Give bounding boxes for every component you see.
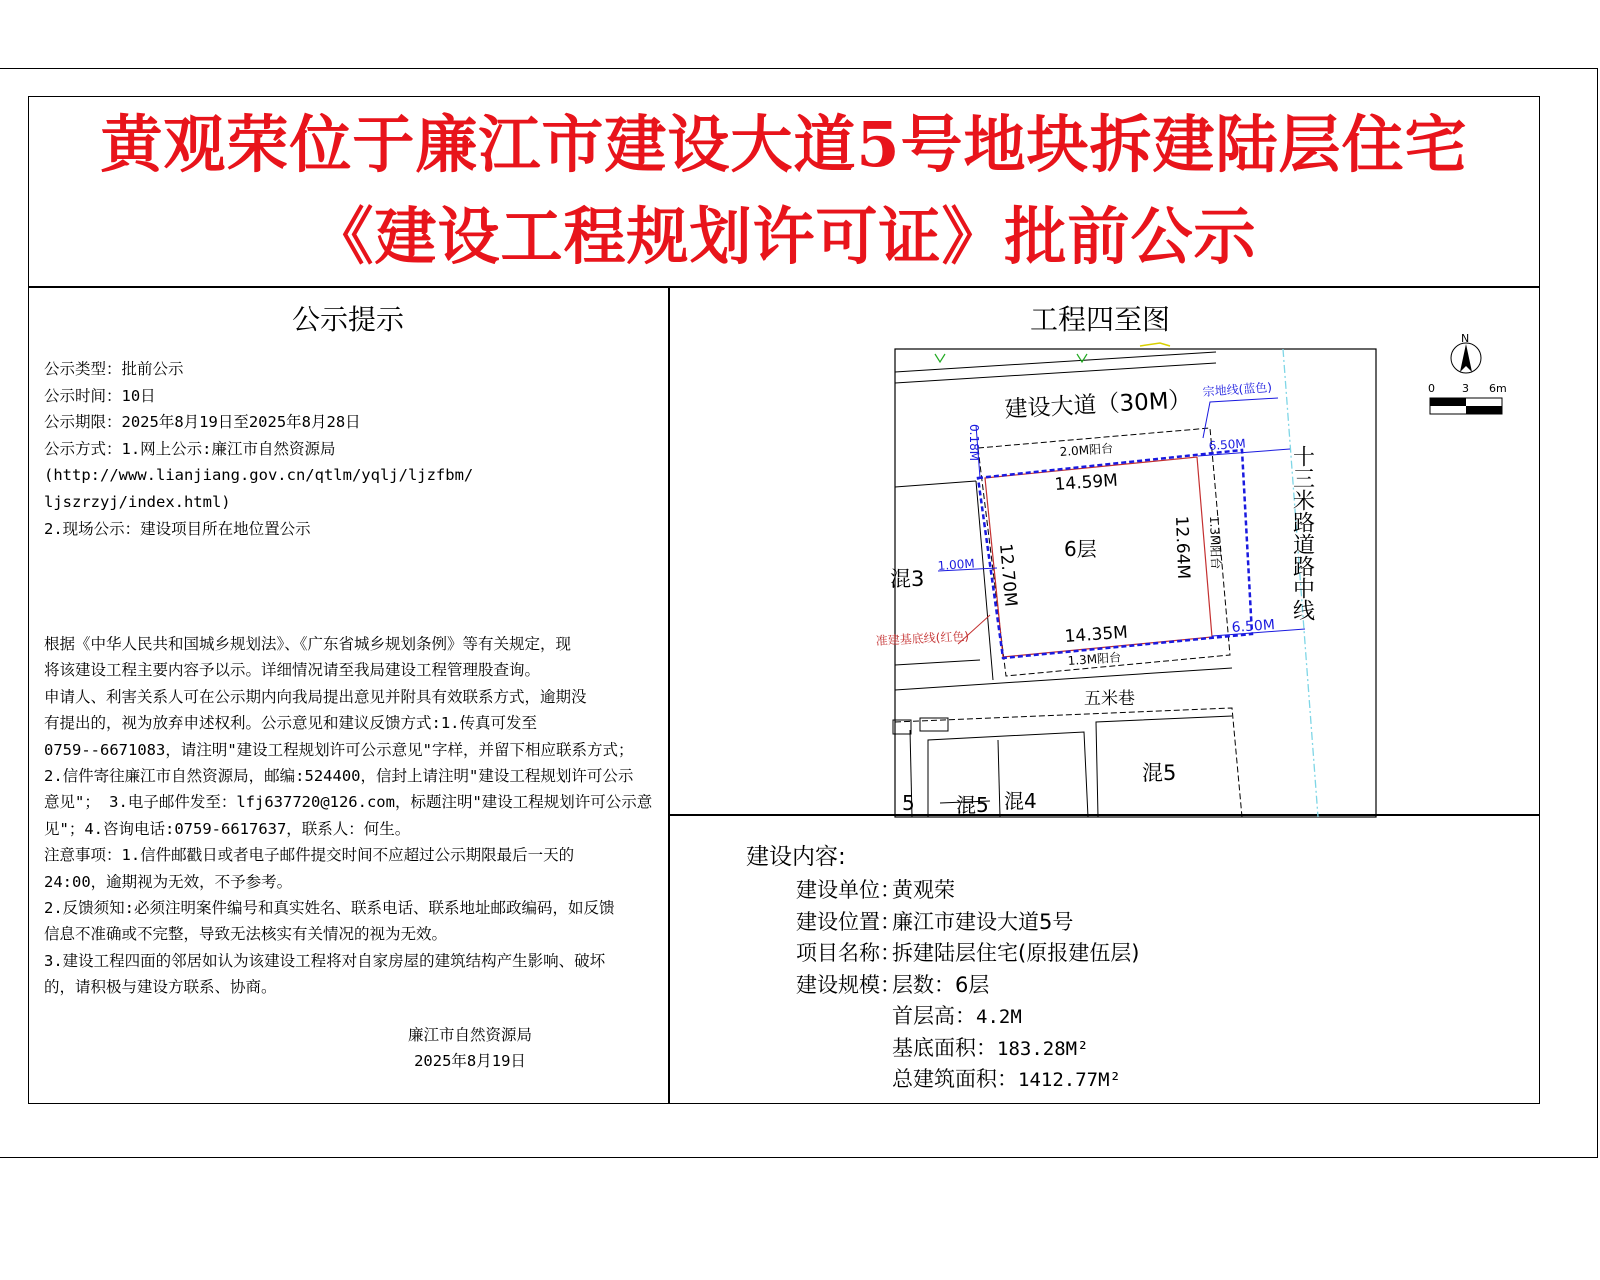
north-label: N: [1461, 332, 1470, 345]
body-line: 将该建设工程主要内容予以示。详细情况请至我局建设工程管理股查询。: [44, 661, 541, 680]
body-line: 申请人、利害关系人可在公示期内向我局提出意见并附具有效联系方式，逾期没: [44, 687, 587, 706]
build-row-label: 首层高：: [892, 1004, 976, 1028]
neighbor-line: [895, 660, 980, 665]
balcony-top-label: 2.0M阳台: [1059, 441, 1114, 459]
road-edge: [895, 363, 1216, 383]
neighbor-line: [895, 708, 1242, 817]
build-row: [796, 1063, 1139, 1095]
scale-3: 3: [1462, 382, 1469, 395]
neighbor-left-label: 混3: [890, 567, 925, 591]
setback-right-top-label: 6.50M: [1208, 436, 1247, 453]
build-row: [796, 1000, 1139, 1032]
build-row-label: 建设规模：: [796, 972, 901, 997]
scale-bar-fill: [1430, 398, 1466, 406]
north-arrow-icon: [1460, 344, 1472, 372]
body-line: 意见"； 3.电子邮件发至：lfj637720@126.com，标题注明"建设工程规划许可公示意: [44, 793, 653, 812]
info-line: ljszrzyj/index.html): [44, 492, 231, 511]
neighbor-label: 混5: [1142, 761, 1177, 785]
build-row-value: 黄观荣: [892, 878, 955, 902]
setback-left-label: 1.00M: [937, 556, 976, 573]
neighbor-line: [976, 481, 993, 680]
notice-heading: 公示提示: [291, 303, 404, 336]
build-row-value: 1412.77M²: [1018, 1069, 1121, 1091]
build-rows: [796, 874, 1139, 1095]
dim-bottom-label: 14.35M: [1063, 622, 1129, 647]
body-line: 3.建设工程四面的邻居如认为该建设工程将对自家房屋的建筑结构产生影响、破坏: [44, 951, 606, 970]
neighbor-label: 5: [902, 791, 915, 815]
map-heading: 工程四至图: [1030, 303, 1171, 336]
build-row-value: 层数：6层: [892, 972, 990, 997]
build-row-value: 拆建陆层住宅(原报建伍层): [892, 941, 1140, 965]
scale-0: 0: [1428, 382, 1435, 395]
body-line: 2.信件寄往廉江市自然资源局，邮编:524400，信封上请注明"建设工程规划许可公示: [44, 766, 634, 785]
setback-right-bottom-label: 6.50M: [1231, 617, 1276, 636]
lane-label: 五米巷: [1084, 689, 1135, 709]
neighbor-line: [895, 668, 1232, 690]
body-line: 信息不准确或不完整，导致无法核实有关情况的视为无效。: [44, 925, 448, 944]
neighbor-line: [998, 740, 1000, 817]
page-title-line2: 《建设工程规划许可证》批前公示: [311, 200, 1257, 273]
body-line: 根据《中华人民共和国城乡规划法》、《广东省城乡规划条例》等有关规定，现: [44, 635, 572, 653]
signature-date: 2025年8月19日: [414, 1052, 526, 1070]
dim-left-label: 12.70M: [995, 542, 1021, 608]
build-row: [796, 969, 1139, 1001]
body-line: 0759--6671083，请注明"建设工程规划许可公示意见"字样，并留下相应联系方式；: [44, 740, 634, 759]
body-line: 2.反馈须知:必须注明案件编号和真实姓名、联系电话、联系地址邮政编码，如反馈: [44, 898, 615, 917]
build-row-label: 总建筑面积：: [892, 1067, 1018, 1091]
body-line: 有提出的，视为放弃申述权利。公示意见和建议反馈方式:1.传真可发至: [44, 714, 537, 733]
build-row: [796, 906, 1139, 938]
setback-top-label: 0.18M: [967, 424, 981, 462]
dim-right-label: 12.64M: [1171, 515, 1194, 580]
balcony-right-label: 1.3M阳台: [1207, 515, 1223, 570]
road-edge: [895, 352, 1216, 372]
build-row: [796, 937, 1139, 969]
road-side-label: 十三米路道路中线: [1289, 445, 1315, 621]
signature-org: 廉江市自然资源局: [407, 1026, 532, 1044]
info-line: 公示时间：10日: [44, 386, 156, 405]
parcel-line-label: 宗地线(蓝色): [1202, 380, 1273, 399]
neighbor-line: [895, 481, 976, 487]
scale-6: 6m: [1489, 382, 1507, 395]
body-line: 见"；4.咨询电话:0759-6617637，联系人：何生。: [44, 819, 411, 838]
info-line: 公示方式：1.网上公示:廉江市自然资源局: [44, 439, 336, 458]
build-row-label: 建设位置：: [796, 909, 901, 934]
tree-icon: [935, 354, 945, 362]
body-line: 的，请积极与建设方联系、协商。: [44, 978, 277, 997]
build-row-label: 建设单位：: [796, 878, 901, 902]
leader-line: [1203, 398, 1278, 438]
build-heading: 建设内容:: [746, 844, 846, 870]
info-line: 2.现场公示：建设项目所在地位置公示: [44, 519, 311, 538]
info-line: 公示期限：2025年8月19日至2025年8月28日: [44, 413, 361, 432]
scale-bar-fill: [1466, 406, 1502, 414]
balcony-bottom-label: 1.3M阳台: [1067, 650, 1122, 668]
info-line: (http://www.lianjiang.gov.cn/qtlm/yqlj/ljzfbm/: [44, 466, 474, 485]
build-row: [796, 1032, 1139, 1064]
build-row-value: 183.28M²: [997, 1037, 1089, 1060]
yellow-mark: [1140, 343, 1170, 346]
build-row-value: 廉江市建设大道5号: [892, 909, 1074, 934]
body-line: 注意事项：1.信件邮戳日或者电子邮件提交时间不应超过公示期限最后一天的: [44, 846, 575, 865]
build-row-label: 基底面积：: [892, 1035, 997, 1060]
road-main-label: 建设大道（30M）: [1003, 387, 1193, 423]
info-line: 公示类型：批前公示: [44, 360, 184, 378]
dim-top-label: 14.59M: [1053, 470, 1119, 495]
neighbor-label: 混5: [956, 793, 989, 817]
build-row-value: 4.2M: [976, 1006, 1022, 1028]
build-row: [796, 874, 1139, 906]
floors-label: 6层: [1064, 537, 1097, 561]
base-line-label: 准建基底线(红色): [875, 629, 970, 648]
neighbor-label: 混4: [1004, 789, 1037, 813]
body-line: 24:00，逾期视为无效，不予参考。: [44, 872, 293, 891]
page-title-line1: 黄观荣位于廉江市建设大道5号地块拆建陆层住宅: [100, 108, 1468, 181]
build-row-label: 项目名称：: [796, 941, 901, 965]
